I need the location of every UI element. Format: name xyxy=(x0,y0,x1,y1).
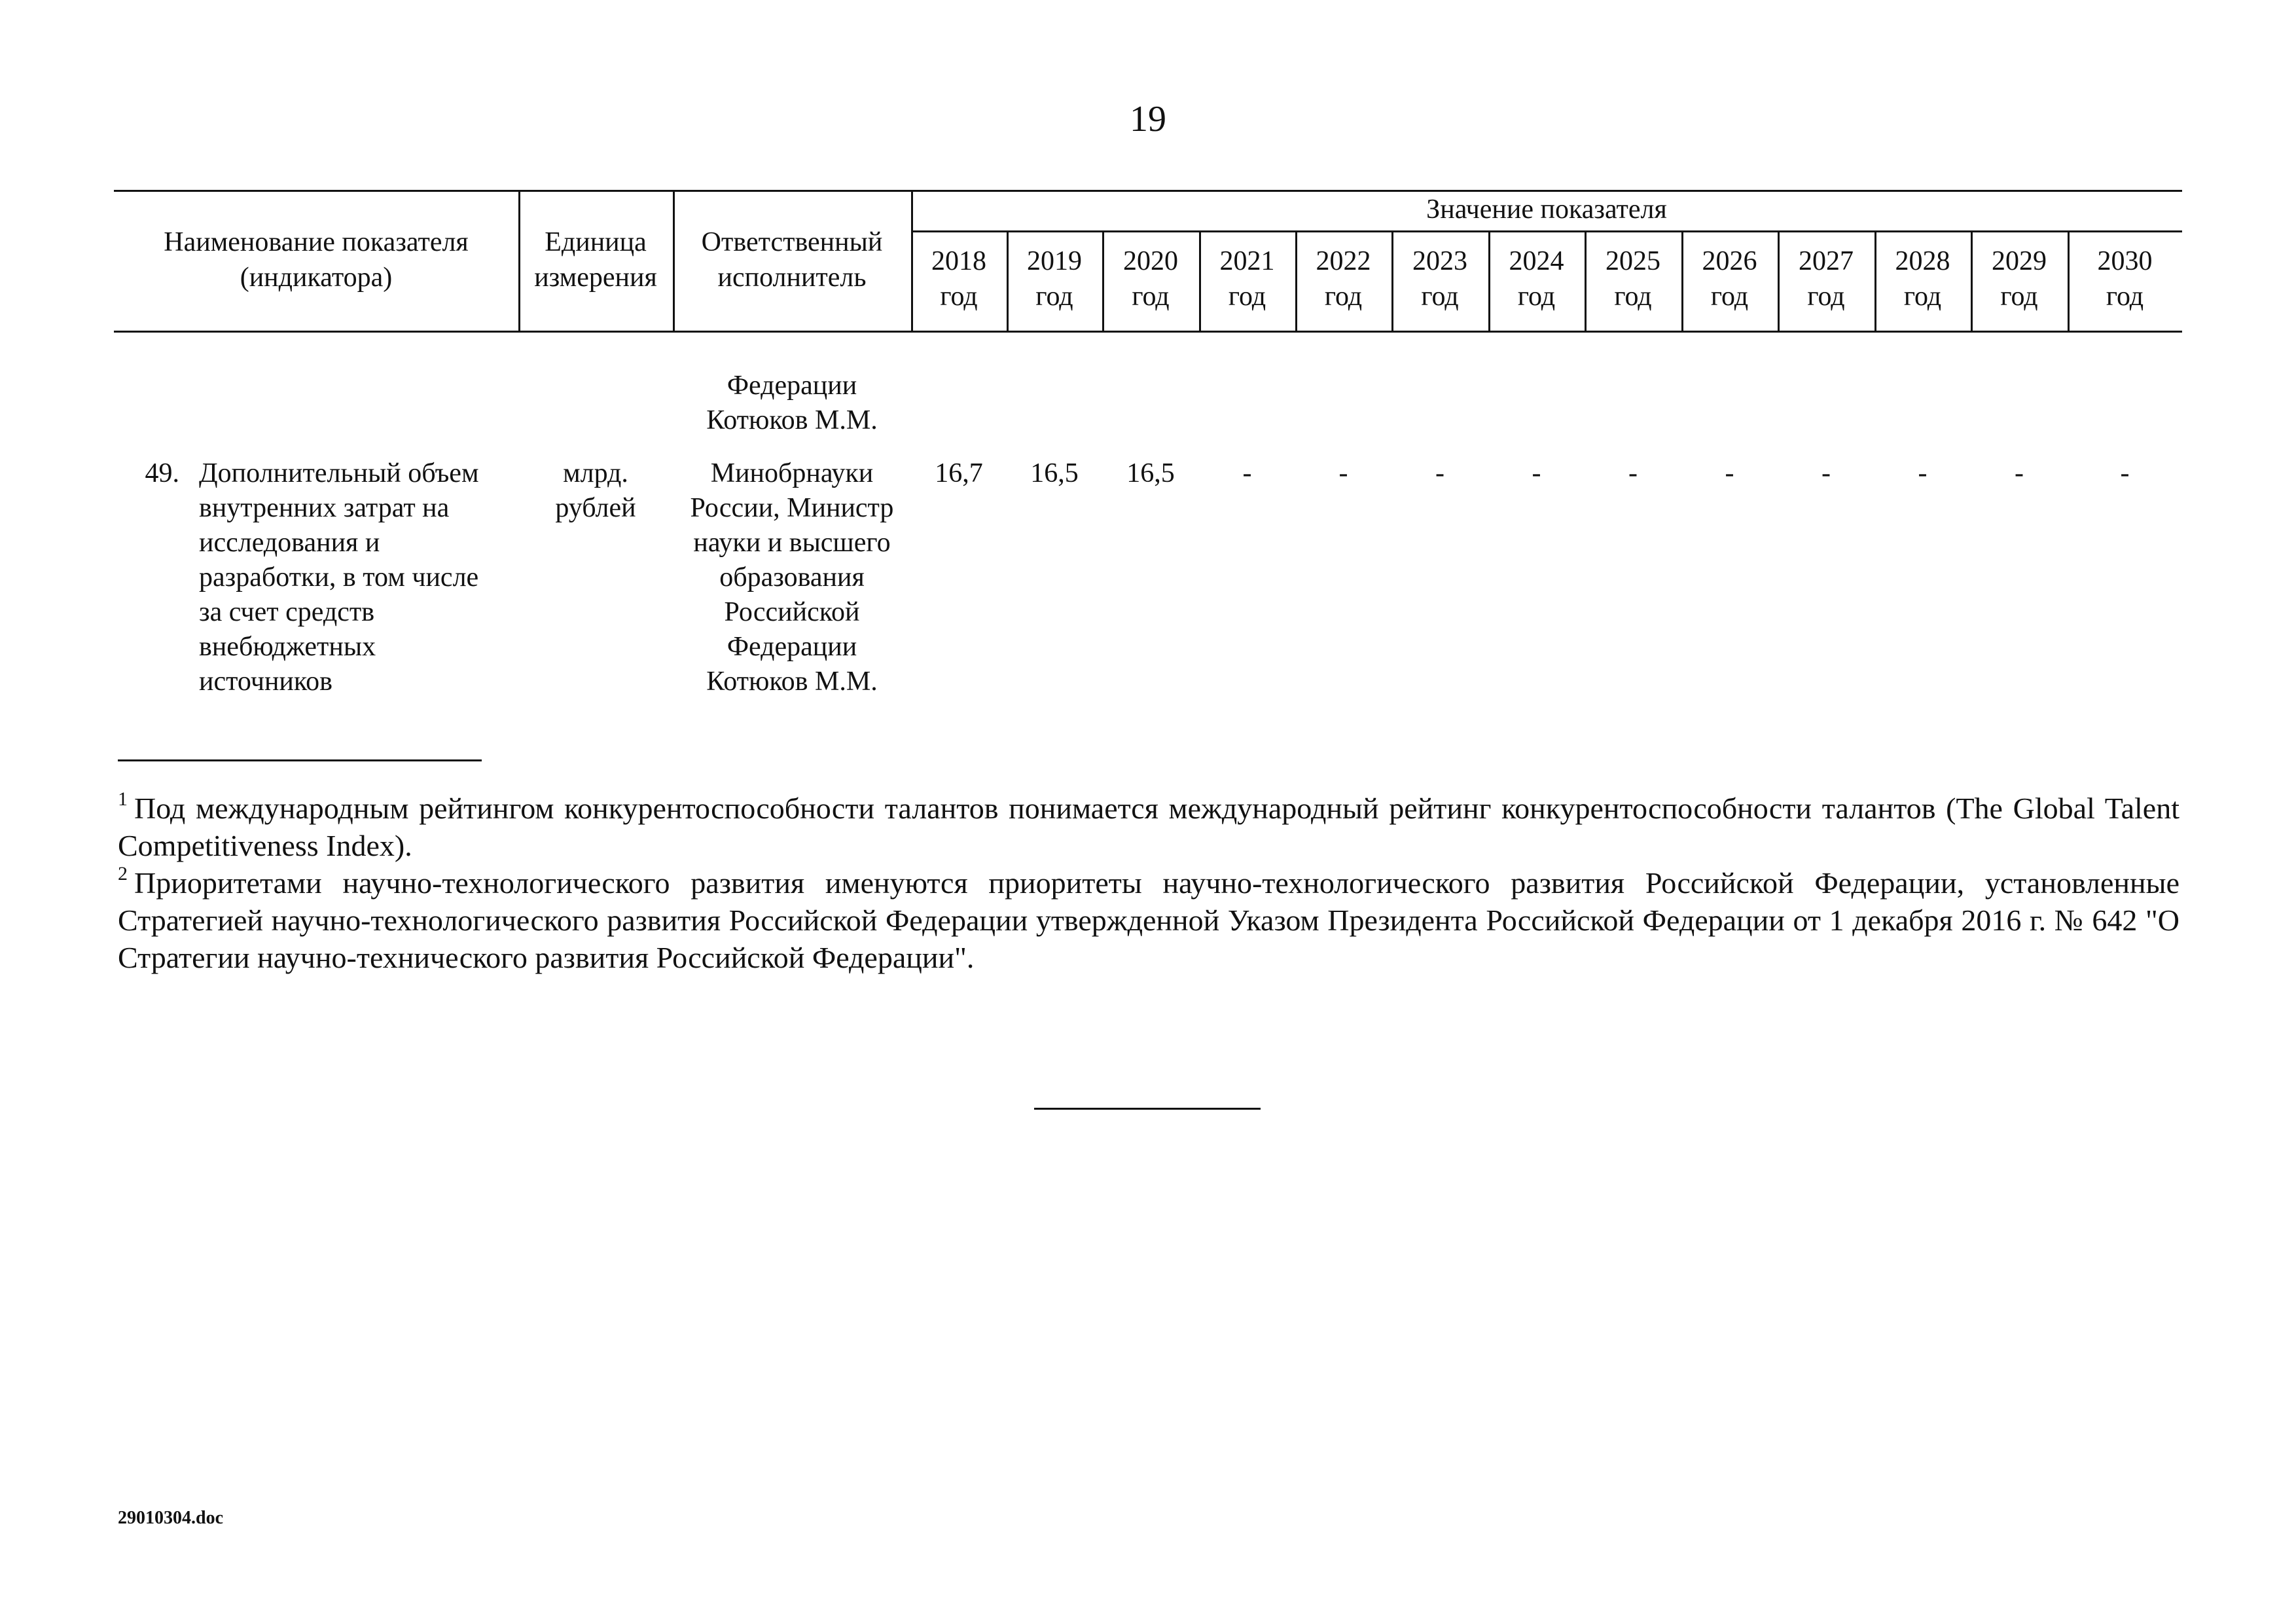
header-executor-line2: исполнитель xyxy=(717,263,867,293)
year-suffix: год xyxy=(1903,282,1942,312)
executor-line: Минобрнауки xyxy=(710,458,874,488)
year-label: 2025 xyxy=(1605,246,1660,276)
executor-line: России, Министр xyxy=(690,493,894,523)
row-unit xyxy=(518,456,673,526)
executor-line: Российской xyxy=(724,597,860,627)
value-cell: - xyxy=(1242,458,1252,488)
header-executor xyxy=(673,225,911,295)
year-suffix: год xyxy=(2000,282,2038,312)
header-unit-line2: измерения xyxy=(534,263,657,293)
year-header xyxy=(1874,244,1971,314)
year-label: 2023 xyxy=(1412,246,1467,276)
year-header xyxy=(1007,244,1102,314)
year-header xyxy=(1488,244,1585,314)
header-values-title: Значение показателя xyxy=(1426,194,1667,225)
row-executor xyxy=(673,456,911,699)
year-suffix: год xyxy=(1517,282,1556,312)
footnote-marker: 1 xyxy=(118,788,128,810)
value-cell: - xyxy=(1725,458,1734,488)
footnote-text: Под международным рейтингом конкурентоспособности талантов понимается международный рейтинг конкурентоспособности талантов (The Global Talent Competitiveness Index). xyxy=(118,792,2179,862)
year-label: 2029 xyxy=(1992,246,2047,276)
year-label: 2020 xyxy=(1123,246,1178,276)
year-suffix: год xyxy=(1324,282,1363,312)
footnote-marker: 2 xyxy=(118,863,128,884)
year-label: 2019 xyxy=(1027,246,1082,276)
year-label: 2024 xyxy=(1509,246,1564,276)
year-label: 2021 xyxy=(1219,246,1275,276)
value-cell: - xyxy=(1532,458,1541,488)
header-unit xyxy=(518,225,673,295)
year-header xyxy=(911,244,1007,314)
row-indicator-name xyxy=(199,456,520,699)
unit-line: рублей xyxy=(555,493,636,523)
year-suffix: год xyxy=(1228,282,1266,312)
year-suffix: год xyxy=(940,282,978,312)
unit-line: млрд. xyxy=(563,458,628,488)
executor-line: образования xyxy=(719,562,865,593)
continued-executor-line: Котюков М.М. xyxy=(706,405,878,435)
indicator-name-line: разработки, в том числе xyxy=(199,562,479,593)
indicator-name-line: источников xyxy=(199,666,333,697)
value-cell: 16,7 xyxy=(935,458,983,488)
year-suffix: год xyxy=(1614,282,1652,312)
indicator-name-line: исследования и xyxy=(199,528,380,558)
executor-line: Федерации xyxy=(726,632,857,662)
year-label: 2030 xyxy=(2097,246,2153,276)
value-cell: - xyxy=(1338,458,1348,488)
end-rule xyxy=(1034,1108,1261,1110)
document-filename: 29010304.doc xyxy=(118,1508,223,1528)
year-header xyxy=(1971,244,2068,314)
year-label: 2028 xyxy=(1895,246,1950,276)
value-cell: - xyxy=(1918,458,1928,488)
value-cell: 16,5 xyxy=(1126,458,1175,488)
header-indicator-name-line1: Наименование показателя xyxy=(164,227,469,257)
year-suffix: год xyxy=(1132,282,1170,312)
continued-executor-line: Федерации xyxy=(726,371,857,401)
row-number: 49. xyxy=(145,458,179,488)
year-suffix: год xyxy=(1807,282,1845,312)
year-header xyxy=(1295,244,1391,314)
year-label: 2022 xyxy=(1316,246,1371,276)
value-cell: - xyxy=(1821,458,1831,488)
year-header xyxy=(1102,244,1199,314)
year-header xyxy=(1681,244,1778,314)
header-executor-line1: Ответственный xyxy=(701,227,883,257)
year-header xyxy=(1778,244,1874,314)
year-header xyxy=(1585,244,1681,314)
continued-executor xyxy=(673,369,911,438)
value-cell: - xyxy=(1628,458,1638,488)
indicator-name-line: Дополнительный объем xyxy=(199,458,479,488)
value-cell: - xyxy=(2120,458,2130,488)
indicator-name-line: внутренних затрат на xyxy=(199,493,450,523)
executor-line: Котюков М.М. xyxy=(706,666,878,697)
header-indicator-name xyxy=(114,225,518,295)
value-cell: - xyxy=(2015,458,2024,488)
page-number: 19 xyxy=(1130,99,1166,139)
year-suffix: год xyxy=(1421,282,1459,312)
footnote-2 xyxy=(118,855,2179,976)
footnote-text: Приоритетами научно-технологического развития именуются приоритеты научно-технологического развития Российской Федерации, установленные Стратегией научно-технологического развития Российской Федерации утвержденной Указом Президента Российской Федерации от 1 декабря 2016 г. № 642 "О Стратегии научно-технического развития Российской Федерации". xyxy=(118,866,2179,974)
year-suffix: год xyxy=(1035,282,1073,312)
year-suffix: год xyxy=(2106,282,2144,312)
value-cell: 16,5 xyxy=(1030,458,1079,488)
value-cell: - xyxy=(1435,458,1444,488)
footnote-1 xyxy=(118,780,2179,864)
year-header xyxy=(1199,244,1295,314)
indicator-name-line: внебюджетных xyxy=(199,632,376,662)
year-label: 2018 xyxy=(931,246,986,276)
header-unit-line1: Единица xyxy=(545,227,647,257)
header-indicator-name-line2: (индикатора) xyxy=(240,263,393,293)
year-header xyxy=(2068,244,2182,314)
year-label: 2026 xyxy=(1702,246,1757,276)
table-header-bottom-rule xyxy=(114,331,2182,333)
year-header xyxy=(1391,244,1488,314)
indicator-name-line: за счет средств xyxy=(199,597,375,627)
executor-line: науки и высшего xyxy=(693,528,891,558)
year-label: 2027 xyxy=(1799,246,1854,276)
year-suffix: год xyxy=(1710,282,1749,312)
footnote-separator xyxy=(118,759,482,761)
